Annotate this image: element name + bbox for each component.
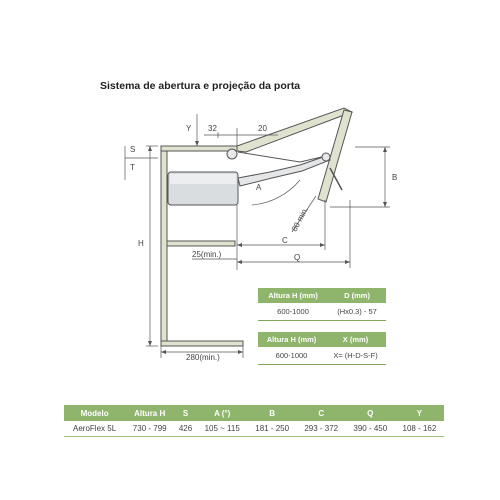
spec2-header-x: X (mm)	[325, 332, 386, 347]
cell-y: 108 - 162	[395, 421, 444, 437]
label-y: Y	[186, 124, 192, 133]
cell-q: 390 - 450	[346, 421, 395, 437]
lift-arm	[238, 156, 330, 186]
model-table-header	[64, 405, 444, 421]
label-280min: 280(min.)	[186, 353, 220, 362]
label-b: B	[392, 173, 398, 182]
header-q: Q	[346, 405, 395, 421]
label-s: S	[130, 145, 136, 154]
table-row	[64, 421, 444, 437]
header-b: B	[248, 405, 297, 421]
header-modelo: Modelo	[64, 405, 125, 421]
spec-table-x	[258, 332, 386, 365]
cell-a: 105 ~ 115	[197, 421, 248, 437]
label-32: 32	[208, 124, 217, 133]
label-80min: 80 min.	[289, 205, 311, 233]
header-altura-h: Altura H	[125, 405, 174, 421]
spec2-value-x: X= (H-D-S-F)	[325, 347, 386, 365]
arm-pivot	[227, 149, 237, 159]
spec1-value-d: (Hx0.3) - 57	[328, 303, 386, 321]
spec1-header-d: D (mm)	[328, 288, 386, 303]
spec-table-d	[258, 288, 386, 321]
cabinet-top-panel	[161, 146, 237, 151]
label-20: 20	[258, 124, 267, 133]
spec1-value-height: 600-1000	[258, 303, 328, 321]
cabinet-shelf	[167, 241, 235, 246]
header-s: S	[174, 405, 197, 421]
label-q: Q	[294, 253, 301, 262]
model-table	[64, 405, 444, 437]
spec2-value-height: 600-1000	[258, 347, 325, 365]
cell-c: 293 - 372	[297, 421, 346, 437]
label-t: T	[130, 163, 135, 172]
label-25min: 25(min.)	[192, 250, 222, 259]
cell-s: 426	[174, 421, 197, 437]
label-c: C	[282, 236, 288, 245]
cell-b: 181 - 250	[248, 421, 297, 437]
label-a: A	[256, 183, 262, 192]
header-c: C	[297, 405, 346, 421]
spec2-header-height: Altura H (mm)	[258, 332, 325, 347]
cabinet-side-panel	[161, 146, 167, 346]
cabinet-bottom-panel	[161, 341, 243, 346]
diagram-title: Sistema de abertura e projeção da porta	[100, 80, 301, 92]
spec1-header-height: Altura H (mm)	[258, 288, 328, 303]
label-h: H	[138, 239, 144, 248]
header-a: A (°)	[197, 405, 248, 421]
cell-modelo: AeroFlex 5L	[64, 421, 125, 437]
header-y: Y	[395, 405, 444, 421]
cell-altura-h: 730 - 799	[125, 421, 174, 437]
